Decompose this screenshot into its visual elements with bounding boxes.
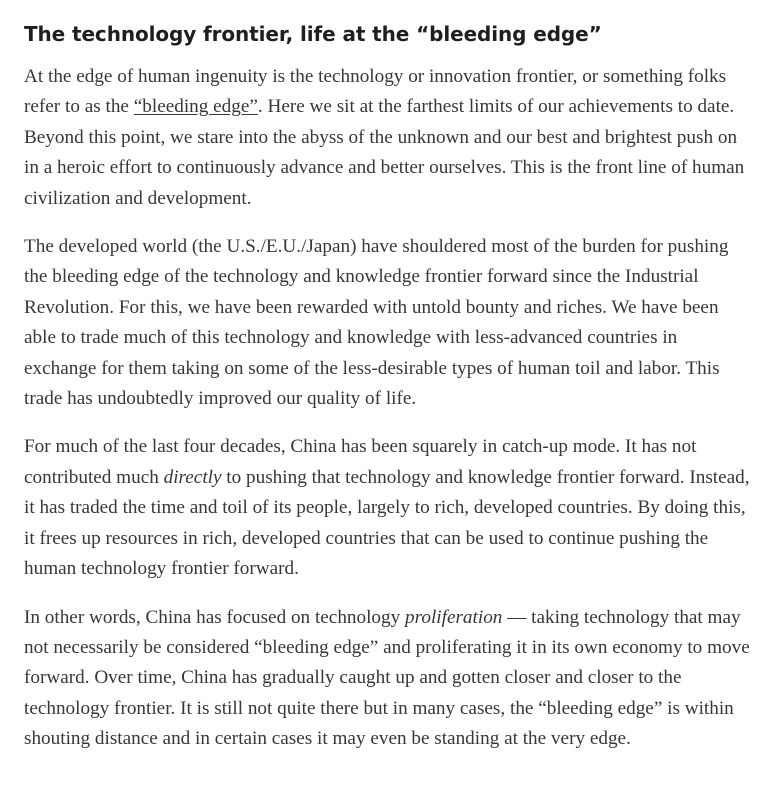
paragraph-3-text-end: to pushing that technology and knowledge frontier forward. Instead, it has traded the time and toil of its people, largely to rich, developed countries. By doing this, it frees up resources in rich, developed countries that can be used to continue pushing the human technology frontier forward. [24, 466, 750, 580]
paragraph-4-text-end: — taking technology that may not necessarily be considered “bleeding edge” and proliferating it in its own economy to move forward. Over time, China has gradually caught up and gotten closer and closer to the technology frontier. It is still not quite there but in many cases, the “bleeding edge” is within shouting distance and in certain cases it may even be standing at the very edge. [24, 606, 750, 750]
paragraph-4 [24, 603, 754, 755]
paragraph-1-text-end: . Here we sit at the farthest limits of our achievements to date. Beyond this point, we stare into the abyss of the unknown and our best and brightest push on in a heroic effort to continuously advance and better ourselves. This is the front line of human civilization and development. [24, 96, 745, 209]
emphasis-proliferation: proliferation [405, 606, 503, 628]
bleeding-edge-link[interactable]: “bleeding edge” [133, 96, 258, 118]
paragraph-3-text-start: For much of the last four decades, China has been squarely in catch-up mode. It has not contributed much [24, 436, 697, 488]
paragraph-3 [24, 432, 754, 584]
section-heading: The technology frontier, life at the “bleeding edge” [24, 22, 602, 46]
paragraph-1-text-start: At the edge of human ingenuity is the technology or innovation frontier, or something folks refer to as the [24, 66, 727, 118]
emphasis-directly: directly [163, 466, 222, 488]
article-body [24, 18, 754, 773]
paragraph-2: The developed world (the U.S./E.U./Japan) have shouldered most of the burden for pushing the bleeding edge of the technology and knowledge frontier forward since the Industrial Revolution. For this, we have been rewarded with untold bounty and riches. We have been able to trade much of this technology and knowledge with less-advanced countries in exchange for them taking on some of the less-desirable types of human toil and labor. This trade has undoubtedly improved our quality of life. [24, 236, 729, 410]
paragraph-4-text-start: In other words, China has focused on technology [24, 606, 406, 628]
paragraph-1 [24, 62, 754, 214]
